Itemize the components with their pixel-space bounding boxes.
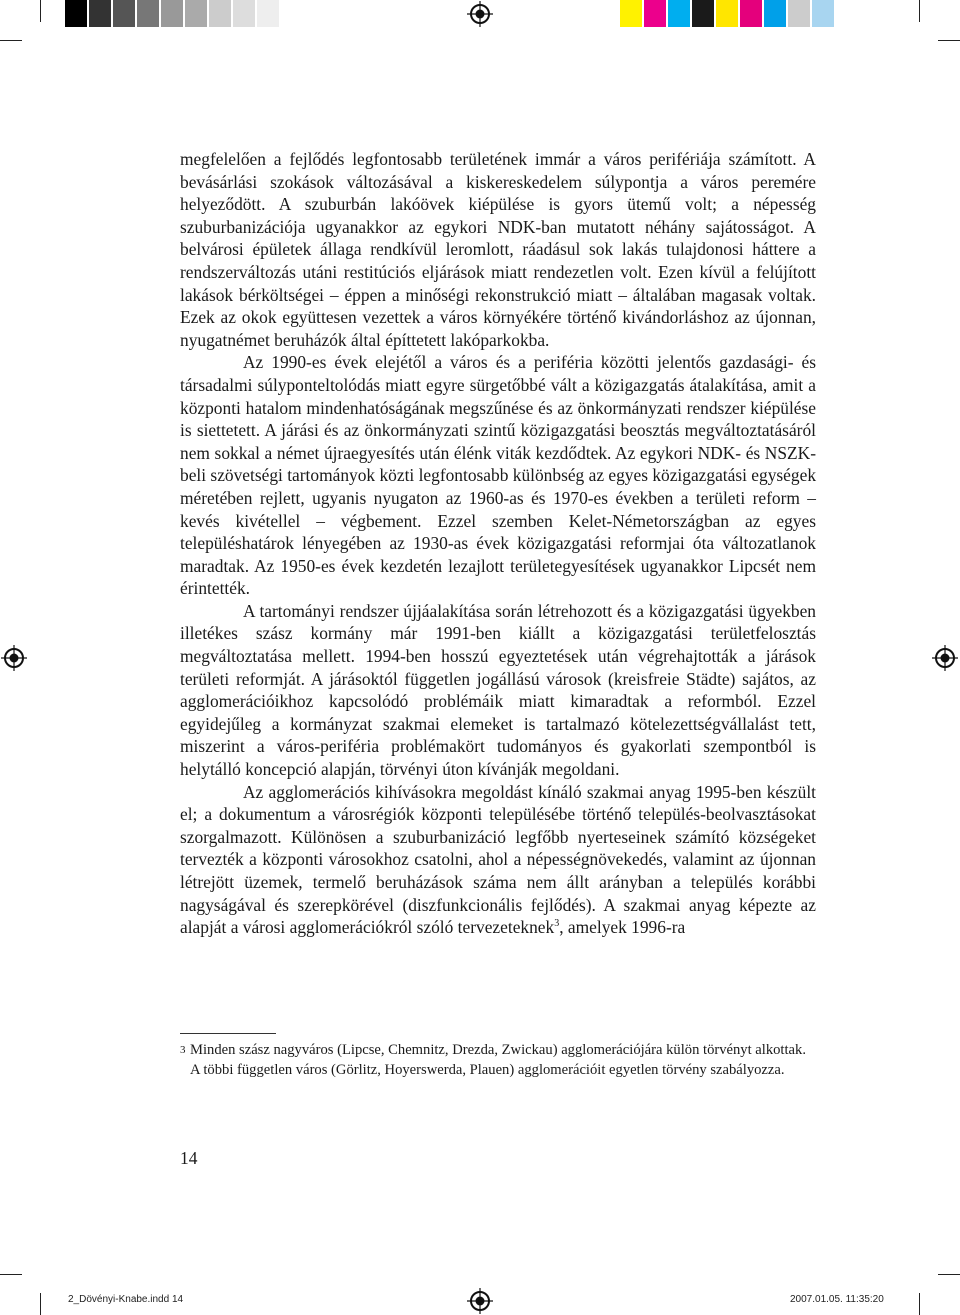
color-swatch [137,0,159,27]
color-swatch [620,0,642,27]
crop-mark [0,40,22,41]
crop-mark [40,1293,41,1315]
crop-mark [919,0,920,22]
color-swatch [644,0,666,27]
page-number: 14 [180,1148,198,1168]
color-swatch [692,0,714,27]
footnote-number: 3 [180,1044,186,1056]
footnote [180,1040,816,1080]
color-swatch [716,0,738,27]
crop-mark [919,1293,920,1315]
color-swatch [65,0,87,27]
paragraph-2: Az 1990-es évek elejétől a város és a periféria közötti jelentős gazdasági- és társadalmi súlyponteltolódás miatt egyre sürgetőbbé vált a közigazgatás átalakítása, amit a központi hatalom mindenhatóságának megszűnése és az önkormányzati rendszer kiépülése is siettetett. A járási és az önkormányzati szintű közigazgatási beosztás megváltoztatásáról nem sokkal a német újraegyesítés után élénk viták kezdődtek. Az egykori NDK- és NSZK-beli szövetségi tartományok közti legfontosabb különbség az egyes közigazgatási egységek méretében rejlett, ugyanis nyugaton az 1960-as és 1970-es években a területi reform – kevés kivétellel – végbement. Ezzel szemben Kelet-Németországban az egyes településhatárok lényegében az 1930-as évek közigazgatási reformjai óta változatlanok maradtak. Az 1950-es évek kezdetén lezajlott területegyesítések ugyanakkor Lipcsét nem érintették. [180,352,817,599]
slug-filename: 2_Dövényi-Knabe.indd 14 [68,1294,184,1305]
color-swatch [764,0,786,27]
paragraph-4-tail: , amelyek 1996-ra [559,917,686,938]
registration-mark-icon [467,1,493,27]
footnote-divider [180,1033,276,1034]
crop-mark [0,1274,22,1275]
paragraph-4 [180,781,816,939]
color-swatch [812,0,834,27]
crop-mark [938,40,960,41]
paragraph-4-text: Az agglomerációs kihívásokra megoldást kínáló szakmai anyag 1995-ben készült el; a dokumentum a városrégiók központi településébe történő település-beolvasztásokat szorgalmazott. Különösen a szuburbanizáció legfőbb nyerteseinek számító községeket tervezték a központi városokhoz csatolni, ahol a népességnövekedés, valamint az újonnan létrejött üzemek, termelő beruházások száma nem állt arányban a település korábbi nagyságával és szerepkörével (diszfunkcionális fejlődés). A szakmai anyag képezte az alapját a városi agglomerációkról szóló tervezeteknek [180,781,816,938]
color-swatch [185,0,207,27]
slug-timestamp: 2007.01.05. 11:35:20 [790,1294,884,1305]
color-bar-right [620,0,836,27]
paragraph-3: A tartományi rendszer újjáalakítása során létrehozott és a közigazgatási ügyekben illetékes szász kormány már 1991-ben kiállt a közigazgatási területfelosztás megváltoztatása mellett. 1994-ben hosszú egyeztetések után végrehajtották a járások területi reformját. A járásoktól független jogállású városok (kreisfreie Städte) sajátos, az agglomerációikhoz kapcsolódó problémáik miatt kimaradtak a reformból. Ezzel egyidejűleg a kormányzat szakmai elemeket is tartalmazó kötelezettségvállalást tett, miszerint a város-periféria problémakört tudományos és gyakorlati szempontból is helytálló koncepció alapján, törvényi úton kívánják megoldani. [180,600,816,780]
footnote-reference[interactable]: 3 [554,918,560,930]
registration-mark-icon [932,645,958,671]
color-swatch [257,0,279,27]
body-text [180,148,816,939]
color-bar-left [65,0,281,27]
crop-mark [938,1274,960,1275]
color-swatch [233,0,255,27]
color-swatch [668,0,690,27]
color-swatch [209,0,231,27]
paragraph-1: megfelelően a fejlődés legfontosabb területének immár a város perifériája számított. A bevásárlási szokások változásával a kiskereskedelem súlypontja a város peremére helyeződött. A szuburbán lakóövek kiépülése is gyors ütemű volt; a népesség szuburbanizációja ugyanakkor az egykori NDK-ban mutatott néhány sajátosságot. A belvárosi épületek állaga rendkívül leromlott, ráadásul sok lakás tulajdonosi háttere a rendszerváltozás utáni restitúciós eljárások miatt rendezetlen volt. Ezen kívül a felújított lakások bérköltségei – éppen a minőségi rekonstrukció miatt – általában magasak voltak. Ezek az okok együttesen vezettek a város környékére történő kivándorláshoz az újonnan, nyugatnémet beruházók által építtetett lakóparkokba. [180,149,816,350]
registration-mark-icon [1,645,27,671]
registration-mark-icon [467,1288,493,1314]
color-swatch [788,0,810,27]
color-swatch [89,0,111,27]
color-swatch [161,0,183,27]
footnote-text: Minden szász nagyváros (Lipcse, Chemnitz, Drezda, Zwickau) agglomerációjára külön törvényt alkottak. A többi független város (Görlitz, Hoyerswerda, Plauen) agglomerációit egyetlen törvény szabályozza. [190,1042,806,1078]
color-swatch [113,0,135,27]
color-swatch [740,0,762,27]
crop-mark [40,0,41,22]
